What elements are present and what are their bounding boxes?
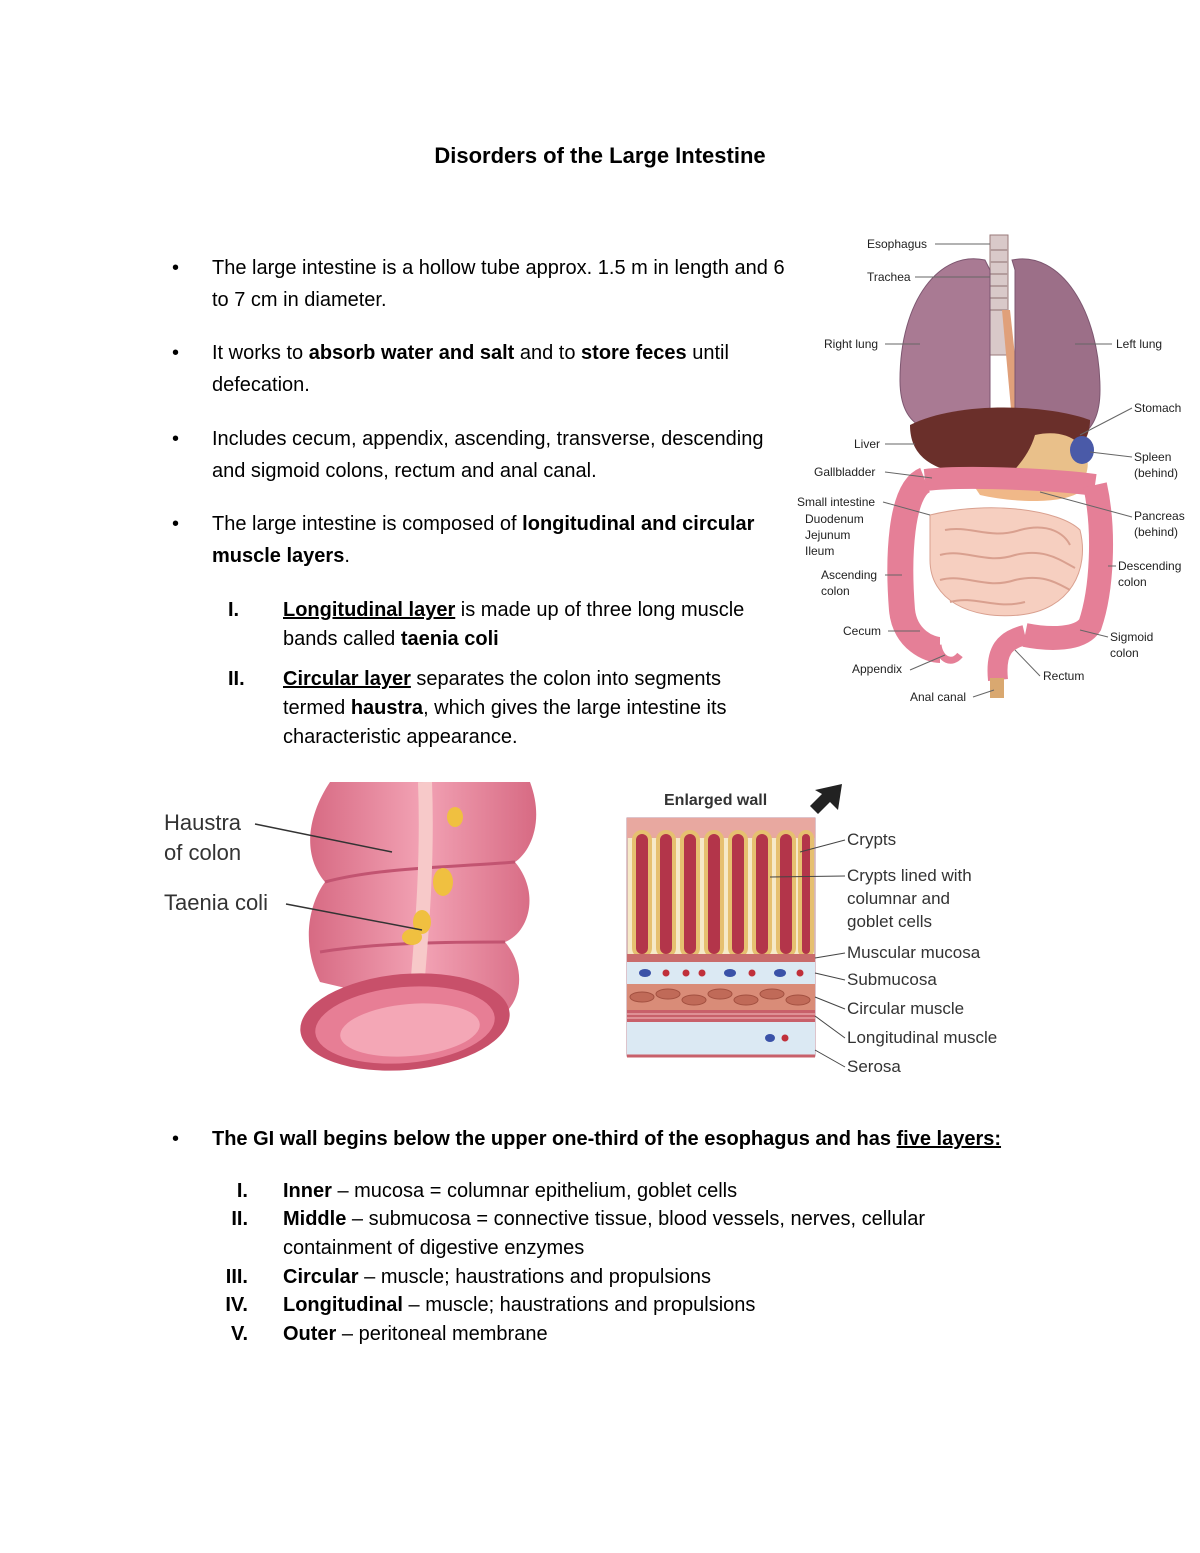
label-rectum: Rectum xyxy=(1043,669,1085,683)
enlarged-wall-figure xyxy=(620,782,1020,1080)
label-liver: Liver xyxy=(854,437,881,451)
wall-heading: Enlarged wall xyxy=(664,792,768,809)
arrow-icon xyxy=(810,784,842,814)
label-duodenum: Duodenum xyxy=(805,512,864,526)
label-right-lung: Right lung xyxy=(824,337,879,351)
label-appendix: Appendix xyxy=(852,662,903,676)
label-ascending-colon: colon xyxy=(821,584,850,598)
label-sigmoid: Sigmoid xyxy=(1110,630,1154,644)
label-left-lung: Left lung xyxy=(1116,337,1163,351)
bullet-text: The large intestine is a hollow tube approx. 1.5 m in length and 6 to 7 cm in diameter. xyxy=(212,257,785,311)
label-submucosa: Submucosa xyxy=(847,970,937,989)
label-jejunum: Jejunum xyxy=(805,528,851,542)
gi-layer-item: II. Middle – submucosa = connective tissue, blood vessels, nerves, cellular containment of digestive enzymes xyxy=(231,1208,925,1259)
muscle-layer-item: I. Longitudinal layer is made up of three long muscle bands called taenia coli xyxy=(228,599,745,650)
gi-layer-item: IV. Longitudinal – muscle; haustrations and propulsions xyxy=(225,1294,756,1316)
label-taenia-coli: Taenia coli xyxy=(164,890,268,915)
haustra-colon-figure xyxy=(160,782,540,1077)
bullet-icon: • xyxy=(172,513,180,535)
bullet-icon: • xyxy=(172,342,180,364)
label-cecum: Cecum xyxy=(843,624,882,638)
bullet-length xyxy=(172,252,787,316)
label-spleen: Spleen xyxy=(1134,450,1172,464)
muscle-layer-item: II. Circular layer separates the colon into segments termed haustra, which gives the large intestine its characteristic appearance. xyxy=(228,668,727,748)
label-spleen-behind: (behind) xyxy=(1134,466,1179,480)
label-ileum: Ileum xyxy=(805,544,835,558)
gi-layer-item: V. Outer – peritoneal membrane xyxy=(230,1323,548,1345)
label-serosa: Serosa xyxy=(847,1057,901,1076)
label-anal-canal: Anal canal xyxy=(910,690,967,704)
bullet-gi-wall: • The GI wall begins below the upper one-third of the esophagus and has five layers: xyxy=(172,1123,1072,1155)
label-stomach: Stomach xyxy=(1134,401,1182,415)
label-descending-colon: colon xyxy=(1118,575,1147,589)
label-small-intestine: Small intestine xyxy=(797,495,876,509)
label-crypts-lined: Crypts lined with xyxy=(847,866,972,885)
label-ascending: Ascending xyxy=(821,568,878,582)
page-title: Disorders of the Large Intestine xyxy=(434,143,766,168)
label-trachea: Trachea xyxy=(867,270,911,284)
label-muscular-mucosa: Muscular mucosa xyxy=(847,943,981,962)
label-descending: Descending xyxy=(1118,559,1182,573)
label-pancreas-behind: (behind) xyxy=(1134,525,1179,539)
gi-layer-item: III. Circular – muscle; haustrations and propulsions xyxy=(225,1266,712,1288)
digestive-anatomy-figure xyxy=(790,230,1200,710)
label-pancreas: Pancreas xyxy=(1134,509,1185,523)
label-crypts: Crypts xyxy=(847,830,897,849)
bullet-icon: • xyxy=(172,257,180,279)
label-circular-muscle: Circular muscle xyxy=(847,999,965,1018)
label-goblet: goblet cells xyxy=(847,912,933,931)
bullet-parts xyxy=(172,423,787,487)
bullet-icon: • xyxy=(172,1128,180,1150)
label-sigmoid-colon: colon xyxy=(1110,646,1139,660)
bullet-function: • It works to absorb water and salt and to store feces until defecation. xyxy=(172,337,787,401)
gi-layer-item: I. Inner – mucosa = columnar epithelium, goblet cells xyxy=(236,1180,738,1202)
label-columnar: columnar and xyxy=(847,889,951,908)
bullet-muscle: • The large intestine is composed of longitudinal and circular muscle layers. xyxy=(172,508,787,572)
label-haustra: Haustra xyxy=(164,810,242,835)
label-gallbladder: Gallbladder xyxy=(814,465,876,479)
bullet-icon: • xyxy=(172,428,180,450)
label-longitudinal-muscle: Longitudinal muscle xyxy=(847,1028,998,1047)
bullet-text: Includes cecum, appendix, ascending, transverse, descending and sigmoid colons, rectum and anal canal. xyxy=(212,428,764,482)
label-of-colon: of colon xyxy=(164,840,242,865)
label-esophagus: Esophagus xyxy=(867,237,928,251)
